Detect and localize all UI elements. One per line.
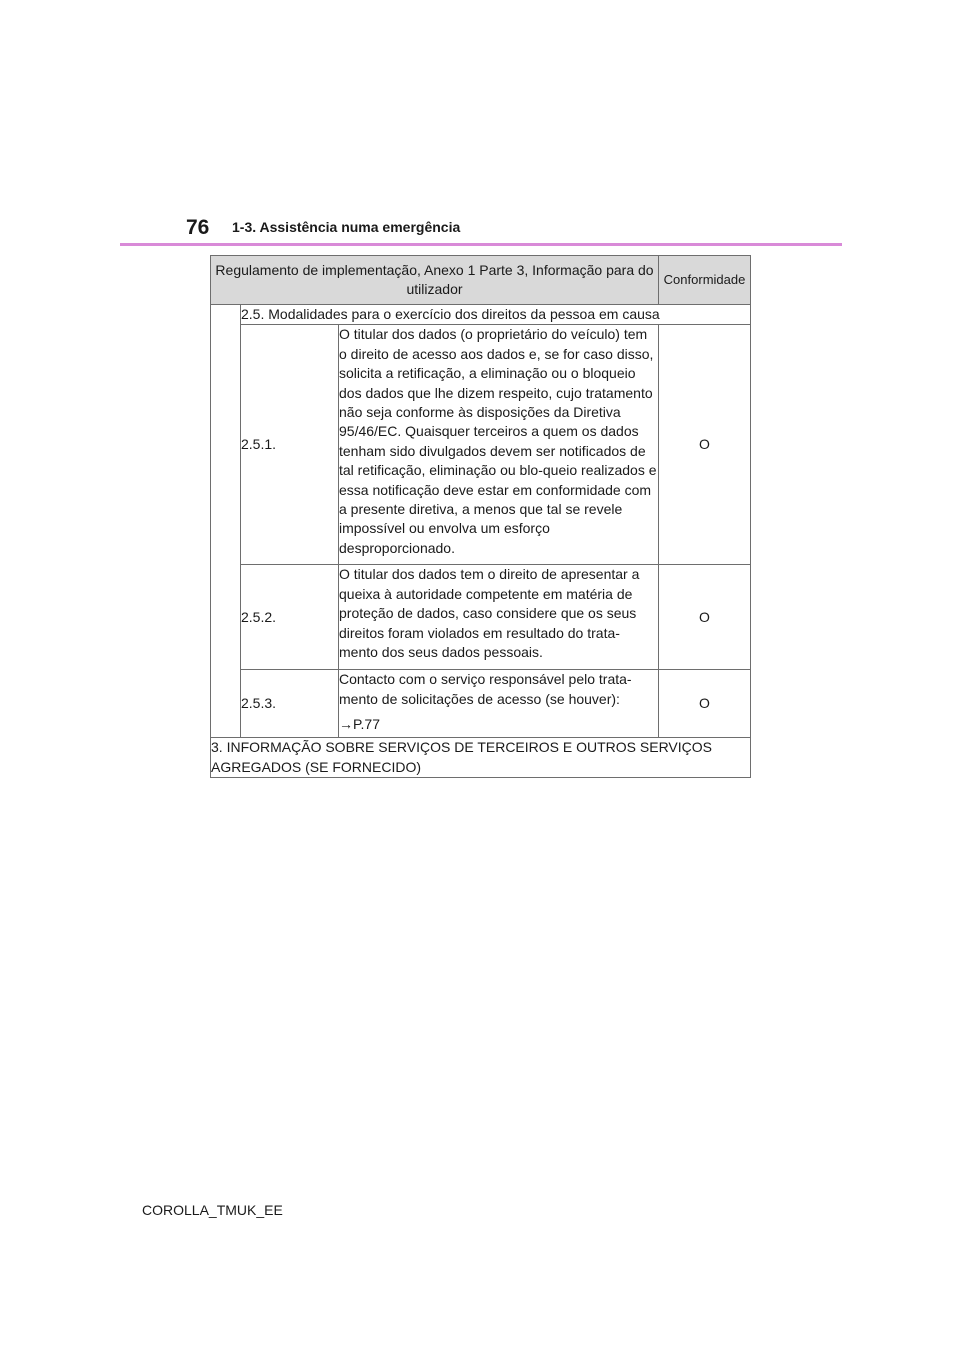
regulation-table bbox=[210, 255, 751, 778]
page-number: 76 bbox=[186, 216, 210, 239]
header-divider bbox=[120, 243, 842, 246]
conformity-mark: O bbox=[659, 325, 751, 565]
page-reference: →P.77 bbox=[339, 716, 380, 733]
row-text: O titular dos dados (o proprietário do veículo) tem o direito de acesso aos dados e, se for caso disso, solicita a retificação, a eliminação ou o bloqueio dos dados que lhe dizem respeito, cujo tratamento não seja conforme às disposições da Diretiva 95/46/EC. Quaisquer terceiros a quem os dados tenham sido divulgados devem ser notificados de tal retificação, eliminação ou blo-queio realizados e essa notificação deve estar em conformidade com a presente diretiva, a menos que tal se revele impossível ou envolva um esforço desproporcionado. bbox=[339, 325, 659, 565]
row-text: Contacto com o serviço responsável pelo trata-mento de solicitações de acesso (se houver): bbox=[339, 671, 632, 707]
indent-cell bbox=[211, 305, 241, 738]
subheading-cell: 2.5. Modalidades para o exercício dos direitos da pessoa em causa bbox=[241, 305, 751, 325]
table-row bbox=[211, 565, 751, 670]
subheading-row bbox=[211, 305, 751, 325]
row-number: 2.5.2. bbox=[241, 565, 339, 670]
column-header-regulation: Regulamento de implementação, Anexo 1 Parte 3, Informação para do utilizador bbox=[211, 256, 659, 305]
column-header-conformity: Conformidade bbox=[659, 256, 751, 305]
table-row bbox=[211, 325, 751, 565]
third-party-services-heading: 3. INFORMAÇÃO SOBRE SERVIÇOS DE TERCEIROS E OUTROS SERVIÇOS AGREGADOS (SE FORNECIDO) bbox=[211, 738, 751, 778]
conformity-mark: O bbox=[659, 670, 751, 738]
table-row bbox=[211, 670, 751, 738]
final-row bbox=[211, 738, 751, 778]
section-title: 1-3. Assistência numa emergência bbox=[232, 219, 461, 235]
table-header-row bbox=[211, 256, 751, 305]
row-number: 2.5.3. bbox=[241, 670, 339, 738]
row-text-cell bbox=[339, 670, 659, 738]
row-number: 2.5.1. bbox=[241, 325, 339, 565]
row-text: O titular dos dados tem o direito de apresentar a queixa à autoridade competente em matéria de proteção de dados, caso considere que os seus direitos foram violados em resultado do trata-mento dos seus dados pessoais. bbox=[339, 565, 659, 670]
conformity-mark: O bbox=[659, 565, 751, 670]
document-code: COROLLA_TMUK_EE bbox=[142, 1202, 283, 1218]
